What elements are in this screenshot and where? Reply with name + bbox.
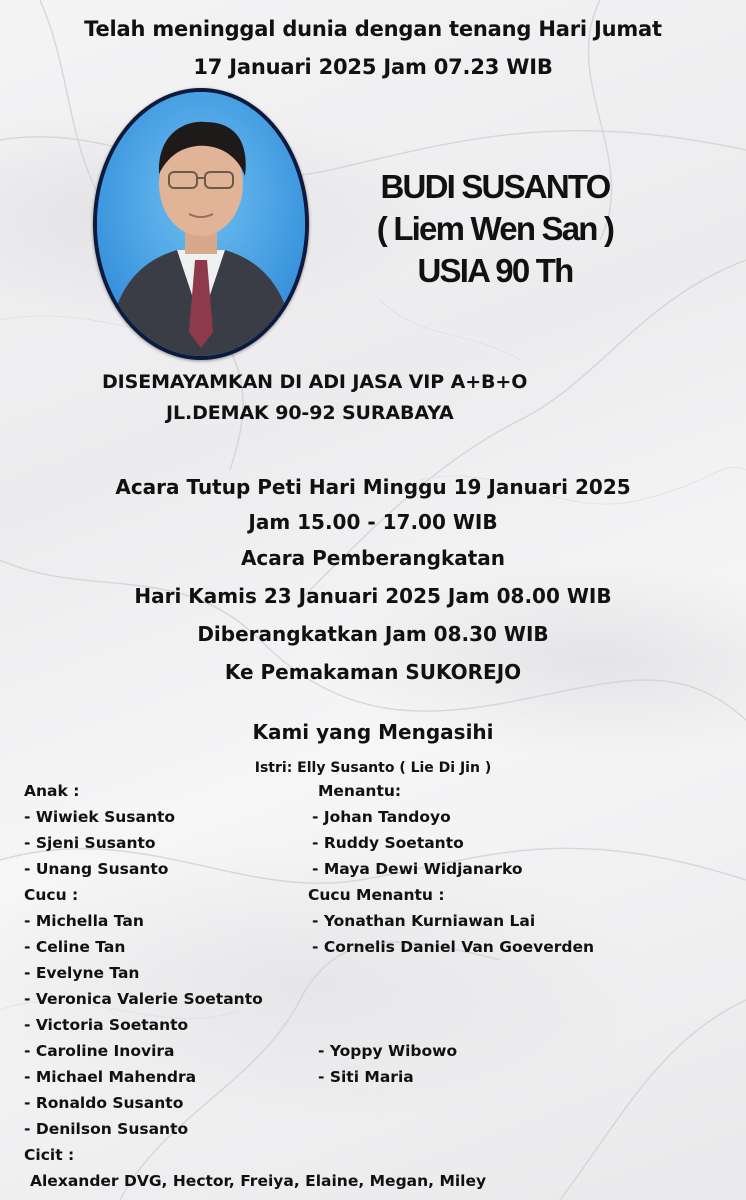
event-line-departure-date: Hari Kamis 23 Januari 2025 Jam 08.00 WIB <box>134 584 612 608</box>
event-line-cemetery: Ke Pemakaman SUKOREJO <box>224 660 522 684</box>
wife-line: Istri: Elly Susanto ( Lie Di Jin ) <box>254 760 492 776</box>
portrait-illustration <box>97 92 305 356</box>
deceased-chinese-name: ( Liem Wen San ) <box>376 210 614 247</box>
death-date-time: 17 Januari 2025 Jam 07.23 WIB <box>193 55 553 79</box>
grandchild-item: - Victoria Soetanto <box>24 1016 189 1034</box>
grandchild-item: - Caroline Inovira <box>24 1042 175 1060</box>
grandchild-in-law-item: - Yoppy Wibowo <box>318 1042 458 1060</box>
grandchild-in-law-item: - Siti Maria <box>318 1068 414 1086</box>
grandchildren-in-law-label: Cucu Menantu : <box>308 886 445 904</box>
grandchild-in-law-item: - Yonathan Kurniawan Lai <box>312 912 536 930</box>
grandchild-in-law-item: - Cornelis Daniel Van Goeverden <box>312 938 595 956</box>
grandchild-item: - Denilson Susanto <box>24 1120 189 1138</box>
event-line-casket-time: Jam 15.00 - 17.00 WIB <box>248 510 498 534</box>
great-grandchildren-list: Alexander DVG, Hector, Freiya, Elaine, Megan, Miley <box>30 1172 487 1190</box>
event-line-departure-time: Diberangkatkan Jam 08.30 WIB <box>197 622 549 646</box>
grandchildren-label: Cucu : <box>24 886 79 904</box>
grandchild-item: - Michael Mahendra <box>24 1068 197 1086</box>
grandchild-item: - Celine Tan <box>24 938 126 956</box>
death-announcement-line: Telah meninggal dunia dengan tenang Hari Jumat <box>84 17 662 41</box>
child-in-law-item: - Ruddy Soetanto <box>312 834 464 852</box>
grandchild-item: - Veronica Valerie Soetanto <box>24 990 263 1008</box>
family-heading: Kami yang Mengasihi <box>252 720 494 744</box>
deceased-age: USIA 90 Th <box>417 252 573 289</box>
children-label: Anak : <box>24 782 80 800</box>
grandchild-item: - Ronaldo Susanto <box>24 1094 184 1112</box>
event-line-departure-heading: Acara Pemberangkatan <box>240 546 506 570</box>
child-in-law-item: - Johan Tandoyo <box>312 808 451 826</box>
grandchild-item: - Michella Tan <box>24 912 144 930</box>
child-item: - Wiwiek Susanto <box>24 808 176 826</box>
children-in-law-label: Menantu: <box>318 782 402 800</box>
child-in-law-item: - Maya Dewi Widjanarko <box>312 860 523 878</box>
funeral-home-address: JL.DEMAK 90-92 SURABAYA <box>166 402 454 424</box>
deceased-name: BUDI SUSANTO <box>380 168 610 205</box>
child-item: - Sjeni Susanto <box>24 834 156 852</box>
event-line-casket-closing: Acara Tutup Peti Hari Minggu 19 Januari 2025 <box>115 475 631 499</box>
funeral-home: DISEMAYAMKAN DI ADI JASA VIP A+B+O <box>102 371 528 393</box>
grandchild-item: - Evelyne Tan <box>24 964 140 982</box>
child-item: - Unang Susanto <box>24 860 169 878</box>
great-grandchildren-label: Cicit : <box>24 1146 75 1164</box>
portrait-photo <box>97 92 305 356</box>
